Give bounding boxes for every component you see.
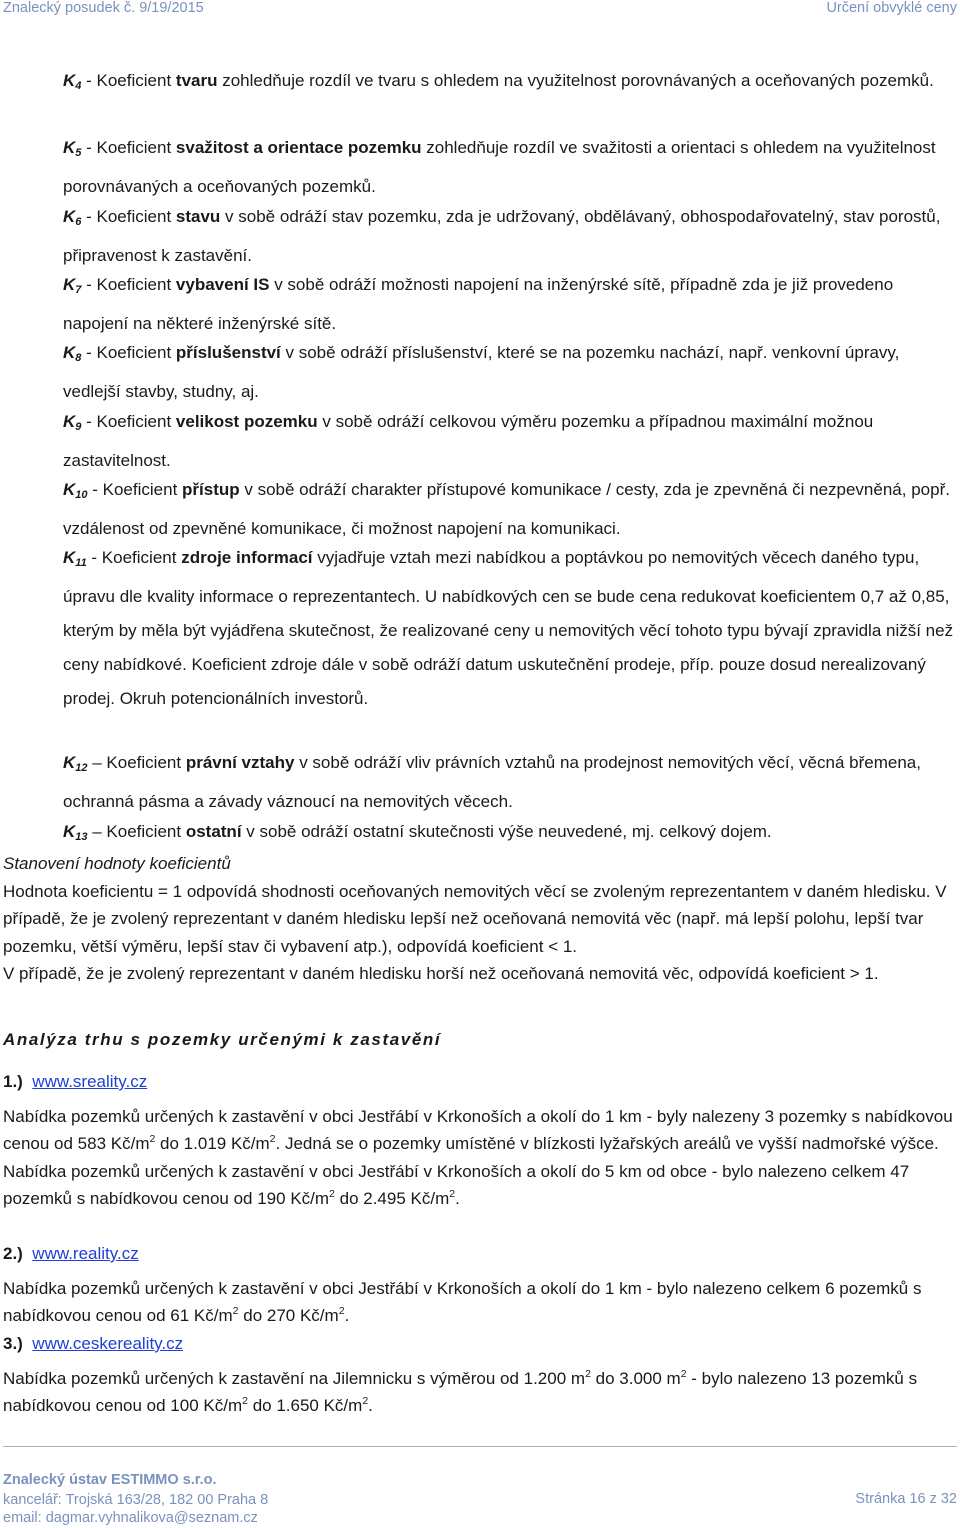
coefficient-k13-paragraph: $K_{13}$ – Koeficient ostatní v sobě odráží ostatní skutečnosti výše neuvedené, mj. celkový dojem. [63,822,772,843]
source-2-text: Nabídka pozemků určených k zastavění v obci Jestřábí v Krkonoších a okolí do 1 km - bylo nalezeno celkem 6 pozemků s nabídkovou cenou od 61 $Kč/m^2$ do 270 $Kč/m^2$. [3,1278,922,1325]
source-1-title [3,1068,955,1096]
coefficient-name: právní vztahy [185,753,295,772]
source-2-link[interactable]: www.reality.cz [32,1244,139,1263]
coefficient-symbol: $K_{11}$ [63,548,87,569]
coefficient-symbol: $K_8$ [63,343,82,364]
source-2-block [3,1240,955,1330]
footer-divider [3,1446,957,1447]
coefficient-k9-paragraph: $K_9$ - Koeficient velikost pozemku v sobě odráží celkovou výměru pozemku a případnou maximální možnou zastavitelnost. [63,412,874,470]
coefficient-values-text: Hodnota koeficientu = 1 odpovídá shodnosti oceňovaných nemovitých věcí se zvoleným reprezentantem v daném hledisku. V případě, že je zvolený reprezentant v daném hledisku lepší než oceňovaná nemovitá věc (např. má lepší polohu, lepší tvar pozemku, větší výměru, lepší stav či vybavení atp.), odpovídá koeficient < 1. [3,881,947,956]
footer-email: email: dagmar.vyhnalikova@seznam.cz [3,1510,258,1526]
coefficient-symbol: $K_{13}$ [63,822,88,843]
coefficient-symbol: $K_4$ [63,71,82,92]
coefficient-symbol: $K_6$ [63,207,82,228]
coefficient-k5-paragraph: $K_5$ - Koeficient svažitost a orientace pozemku zohledňuje rozdíl ve svažitosti a orientaci s ohledem na využitelnost porovnávaných a oceňovaných pozemků. [63,138,936,196]
coefficient-name: příslušenství [175,343,281,362]
source-3-text: Nabídka pozemků určených k zastavění na Jilemnicku s výměrou od 1.200 $m^2$ do 3.000 $m^2$ - bylo nalezeno 13 pozemků s nabídkovou cenou od 100 $Kč/m^2$ do 1.650 $Kč/m^2$. [3,1367,918,1415]
coefficient-symbol: $K_{12}$ [63,753,88,774]
coefficient-symbol: $K_9$ [63,412,82,433]
header-section-title: Určení obvyklé ceny [826,0,957,16]
coefficient-name: vybavení IS [175,275,270,294]
coefficient-name: stavu [175,207,221,226]
coefficient-name: přístup [182,480,240,499]
source-number: 1.) [3,1072,23,1091]
source-3-block [3,1330,955,1420]
market-analysis-heading: Analýza trhu s pozemky určenými k zastavění [3,1030,442,1049]
source-number: 2.) [3,1244,23,1263]
header-document-title: Znalecký posudek č. 9/19/2015 [3,0,204,16]
page-number: Stránka 16 z 32 [855,1491,957,1507]
source-1-block [3,1068,955,1213]
source-1-link[interactable]: www.sreality.cz [32,1072,148,1091]
page-header [0,0,960,20]
coefficient-k11-paragraph: $K_{11}$ - Koeficient zdroje informací vyjadřuje vztah mezi nabídkou a poptávkou po nemovitých věcech daného typu, úpravu dle kvality informace o reprezentantech. U nabídkových cen se bude cena redukovat koeficientem 0,7 až 0,85, kterým by měla být vyjádřena skutečnost, že realizované ceny u nemovitých věcí tohoto typu bývají zpravidla nižší než ceny nabídkové. Koeficient zdroje dále v sobě odráží datum uskutečnění prodeje, příp. pouze dosud nerealizovaný prodej. Okruh potencionálních investorů. [63,548,954,708]
source-3-link[interactable]: www.ceskereality.cz [32,1334,184,1353]
coefficient-name: velikost pozemku [175,412,318,431]
source-number: 3.) [3,1334,23,1353]
footer-office: kancelář: Trojská 163/28, 182 00 Praha 8 [3,1492,269,1508]
coefficient-name: ostatní [185,822,242,841]
source-2-title [3,1240,955,1268]
coefficient-k10-paragraph: $K_{10}$ - Koeficient přístup v sobě odráží charakter přístupové komunikace / cesty, zda je zpevněná či nezpevněná, popř. vzdálenost od zpevněné komunikace, či možnost napojení na komunikaci. [63,480,950,538]
coefficient-name: svažitost a orientace pozemku [175,138,422,157]
coefficient-symbol: $K_7$ [63,275,82,296]
coefficient-k7-paragraph: $K_7$ - Koeficient vybavení IS v sobě odráží možnosti napojení na inženýrské sítě, případně zda je již provedeno napojení na některé inženýrské sítě. [63,275,894,333]
coefficient-symbol: $K_5$ [63,138,82,159]
coefficient-name: tvaru [175,71,218,90]
coefficient-k12-paragraph: $K_{12}$ – Koeficient právní vztahy v sobě odráží vliv právních vztahů na prodejnost nemovitých věcí, věcná břemena, ochranná pásma a závady váznoucí na nemovitých věcech. [63,753,921,811]
source-1-text: Nabídka pozemků určených k zastavění v obci Jestřábí v Krkonoších a okolí do 1 km - byly nalezeny 3 pozemky s nabídkovou cenou od 583 $Kč/m^2$ do 1.019 $Kč/m^2$. Jedná se o pozemky umístěné v blízkosti lyžařských areálů ve vyšší nadmořské výšce. Nabídka pozemků určených k zastavění v obci Jestřábí v Krkonoších a okolí do 5 km od obce - bylo nalezeno celkem 47 pozemků s nabídkovou cenou od 190 $Kč/m^2$ do 2.495 $Kč/m^2$. [3,1106,953,1208]
coefficient-symbol: $K_{10}$ [63,480,88,501]
coefficient-k4-paragraph: $K_4$ - Koeficient tvaru zohledňuje rozdíl ve tvaru s ohledem na využitelnost porovnávaných a oceňovaných pozemků. [63,71,934,92]
source-3-title [3,1330,955,1358]
coefficient-values-section [3,850,955,988]
coefficient-k8-paragraph: $K_8$ - Koeficient příslušenství v sobě odráží příslušenství, které se na pozemku nachází, např. venkovní úpravy, vedlejší stavby, studny, aj. [63,343,900,401]
coefficient-name: zdroje informací [181,548,313,567]
section-subtitle: Stanovení hodnoty koeficientů [3,854,231,873]
coefficient-k6-paragraph: $K_6$ - Koeficient stavu v sobě odráží stav pozemku, zda je udržovaný, obdělávaný, obhospodařovatelný, stav porostů, připravenost k zastavění. [63,207,941,265]
footer-company: Znalecký ústav ESTIMMO s.r.o. [3,1472,217,1488]
coefficient-values-text-2: V případě, že je zvolený reprezentant v daném hledisku horší než oceňovaná nemovitá věc, odpovídá koeficient > 1. [3,964,879,983]
